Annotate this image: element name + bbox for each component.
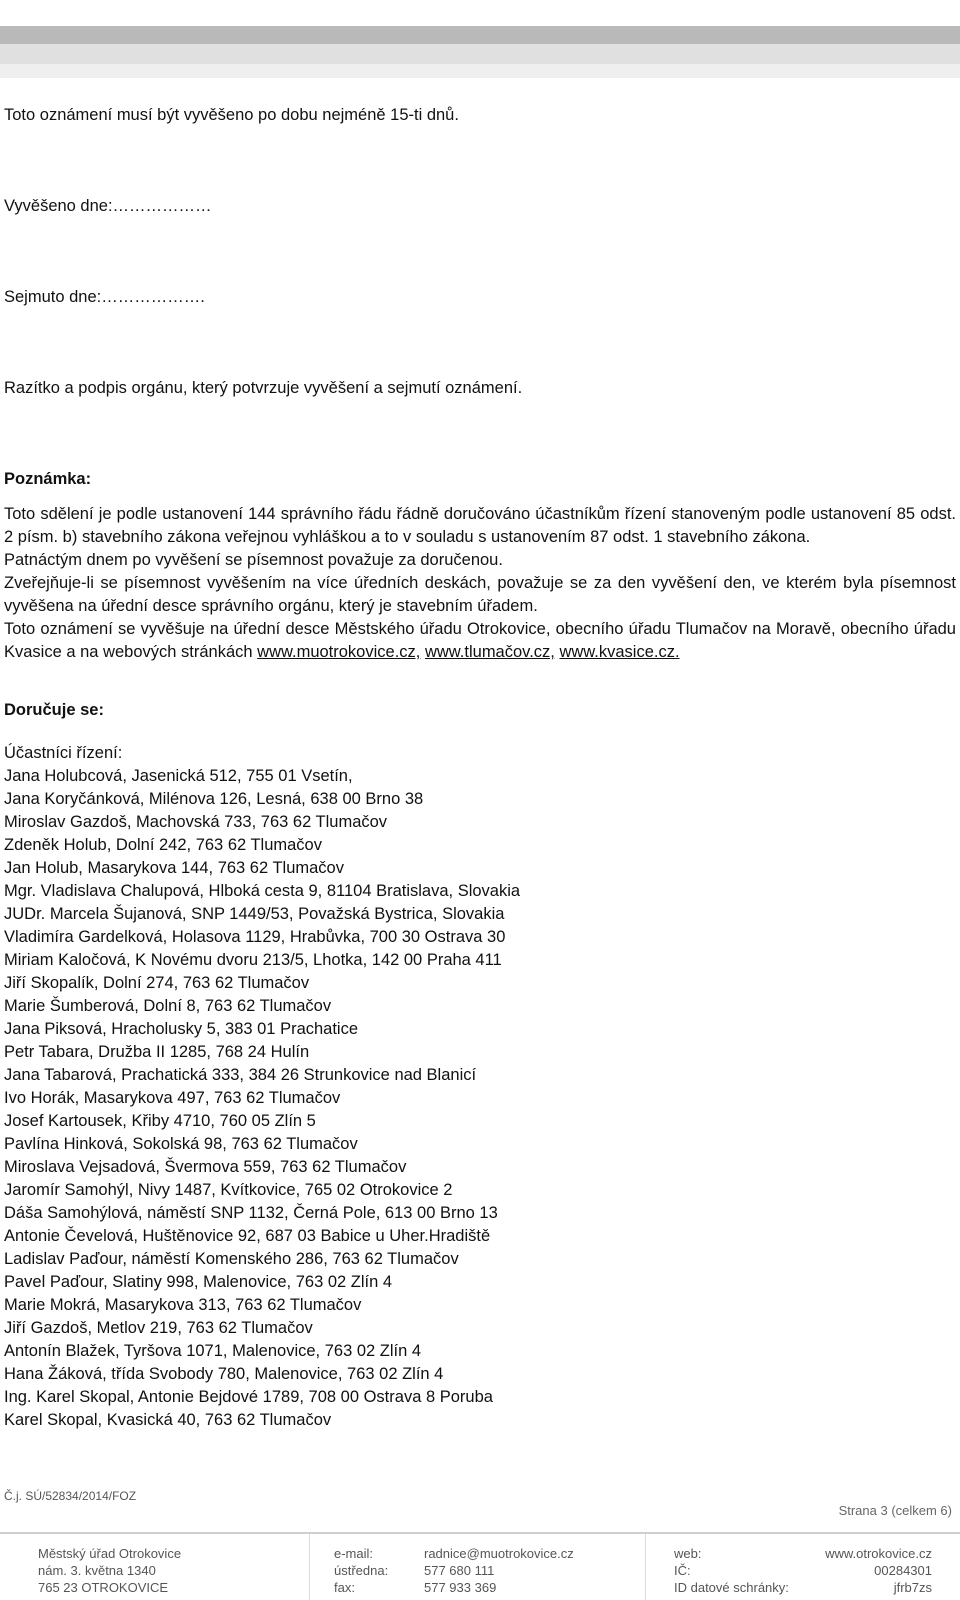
footer-ids-values [825,1545,932,1596]
note-paragraph-1: Toto sdělení je podle ustanovení 144 správního řádu řádně doručováno účastníkům řízení stanoveným podle ustanovení 85 odst. 2 písm. b) stavebního zákona veřejnou vyhláškou a to v souladu s ustanovením 87 odst. 1 stavebního zákona. [4,505,956,546]
recipient-item: Miroslav Gazdoš, Machovská 733, 763 62 Tlumačov [4,813,388,831]
recipient-item: Jana Piksová, Hracholusky 5, 383 01 Prachatice [4,1020,359,1038]
link-kvasice[interactable]: www.kvasice.cz. [559,643,680,661]
recipient-item: Hana Žáková, třída Svobody 780, Malenovice, 763 02 Zlín 4 [4,1365,444,1383]
document-body [4,104,956,1432]
web-value[interactable]: www.otrokovice.cz [825,1546,932,1561]
footer-contact-labels [334,1545,388,1596]
recipient-item: Antonie Čevelová, Huštěnovice 92, 687 03 Babice u Uher.Hradiště [4,1227,491,1245]
recipient-item: Jana Tabarová, Prachatická 333, 384 26 Strunkovice nad Blanicí [4,1066,477,1084]
recipient-item: Ing. Karel Skopal, Antonie Bejdové 1789, 708 00 Ostrava 8 Poruba [4,1388,493,1406]
email-value[interactable]: radnice@muotrokovice.cz [424,1546,574,1561]
footer-contact-values [424,1545,574,1596]
databox-label: ID datové schránky: [674,1580,789,1595]
email-label: e-mail: [334,1546,374,1561]
recipient-item: Karel Skopal, Kvasická 40, 763 62 Tlumačov [4,1411,332,1429]
link-muotrokovice[interactable]: www.muotrokovice.cz, [257,643,421,661]
header-band-dark [0,26,960,44]
recipient-item: Vladimíra Gardelková, Holasova 1129, Hrabůvka, 700 30 Ostrava 30 [4,928,506,946]
web-label: web: [674,1546,702,1561]
phone-value: 577 680 111 [424,1563,495,1578]
recipient-item: Ladislav Paďour, náměstí Komenského 286, 763 62 Tlumačov [4,1250,459,1268]
recipient-item: Antonín Blažek, Tyršova 1071, Malenovice, 763 02 Zlín 4 [4,1342,422,1360]
recipient-item: Pavel Paďour, Slatiny 998, Malenovice, 763 02 Zlín 4 [4,1273,393,1291]
posted-on: Vyvěšeno dne:……………… [4,197,212,215]
note-heading: Poznámka: [4,470,92,488]
recipient-item: Dáša Samohýlová, náměstí SNP 1132, Černá Pole, 613 00 Brno 13 [4,1204,498,1222]
office-name: Městský úřad Otrokovice [38,1546,182,1561]
note-paragraph-4-text: Toto oznámení se vyvěšuje na úřední desce Městského úřadu Otrokovice, obecního úřadu Tlumačov na Moravě, obecního úřadu Kvasice a na webových stránkách [4,620,956,661]
recipient-item: Petr Tabara, Družba II 1285, 768 24 Hulín [4,1043,310,1061]
fax-value: 577 933 369 [424,1580,497,1595]
recipient-item: Pavlína Hinková, Sokolská 98, 763 62 Tlumačov [4,1135,358,1153]
note-paragraph-3: Zveřejňuje-li se písemnost vyvěšením na více úředních deskách, považuje se za den vyvěšení den, ve kterém byla písemnost vyvěšena na úřední desce správního orgánu, který je stavebním úřadem. [4,574,956,615]
databox-value: jfrb7zs [893,1580,932,1595]
footer-separator [309,1534,310,1600]
recipient-item: Jaromír Samohýl, Nivy 1487, Kvítkovice, 765 02 Otrokovice 2 [4,1181,453,1199]
stamp-signature-note: Razítko a podpis orgánu, který potvrzuje vyvěšení a sejmutí oznámení. [4,379,523,397]
recipient-item: Marie Mokrá, Masarykova 313, 763 62 Tlumačov [4,1296,362,1314]
recipient-item: JUDr. Marcela Šujanová, SNP 1449/53, Považská Bystrica, Slovakia [4,905,505,923]
recipient-item: Mgr. Vladislava Chalupová, Hlboká cesta 9, 81104 Bratislava, Slovakia [4,882,521,900]
footer-ids-labels [674,1545,789,1596]
recipient-item: Jana Koryčánková, Milénova 126, Lesná, 638 00 Brno 38 [4,790,424,808]
header-band [0,18,960,78]
recipient-item: Ivo Horák, Masarykova 497, 763 62 Tlumačov [4,1089,341,1107]
phone-label: ústředna: [334,1563,389,1578]
recipient-item: Miroslava Vejsadová, Švermova 559, 763 62 Tlumačov [4,1158,407,1176]
participants-heading: Účastníci řízení: [4,744,123,762]
delivery-heading: Doručuje se: [4,701,104,719]
removed-on: Sejmuto dne:………………. [4,288,205,306]
header-band-mid [0,44,960,64]
recipient-item: Josef Kartousek, Křiby 4710, 760 05 Zlín 5 [4,1112,316,1130]
office-street: nám. 3. května 1340 [38,1563,156,1578]
recipient-item: Jan Holub, Masarykova 144, 763 62 Tlumačov [4,859,344,877]
fax-label: fax: [334,1580,355,1595]
recipient-item: Zdeněk Holub, Dolní 242, 763 62 Tlumačov [4,836,322,854]
recipient-item: Miriam Kaločová, K Novému dvoru 213/5, Lhotka, 142 00 Praha 411 [4,951,502,969]
recipient-item: Jiří Gazdoš, Metlov 219, 763 62 Tlumačov [4,1319,313,1337]
ic-value: 00284301 [874,1563,932,1578]
footer-office [38,1545,181,1596]
recipient-item: Marie Šumberová, Dolní 8, 763 62 Tlumačov [4,997,332,1015]
posting-duration: Toto oznámení musí být vyvěšeno po dobu nejméně 15-ti dnů. [4,106,459,124]
header-band-light [0,64,960,78]
note-paragraph-2: Patnáctým dnem po vyvěšení se písemnost považuje za doručenou. [4,551,503,569]
page-number: Strana 3 (celkem 6) [838,1503,952,1518]
footer-divider [0,1532,960,1534]
recipient-item: Jiří Skopalík, Dolní 274, 763 62 Tlumačov [4,974,310,992]
reference-number: Č.j. SÚ/52834/2014/FOZ [4,1489,137,1503]
ic-label: IČ: [674,1563,691,1578]
link-tlumacov[interactable]: www.tlumačov.cz, [424,643,555,661]
note-paragraph-4 [4,618,956,664]
office-city: 765 23 OTROKOVICE [38,1580,169,1595]
footer-separator [645,1534,646,1600]
recipient-item: Jana Holubcová, Jasenická 512, 755 01 Vsetín, [4,767,353,785]
recipient-list [4,765,956,1432]
